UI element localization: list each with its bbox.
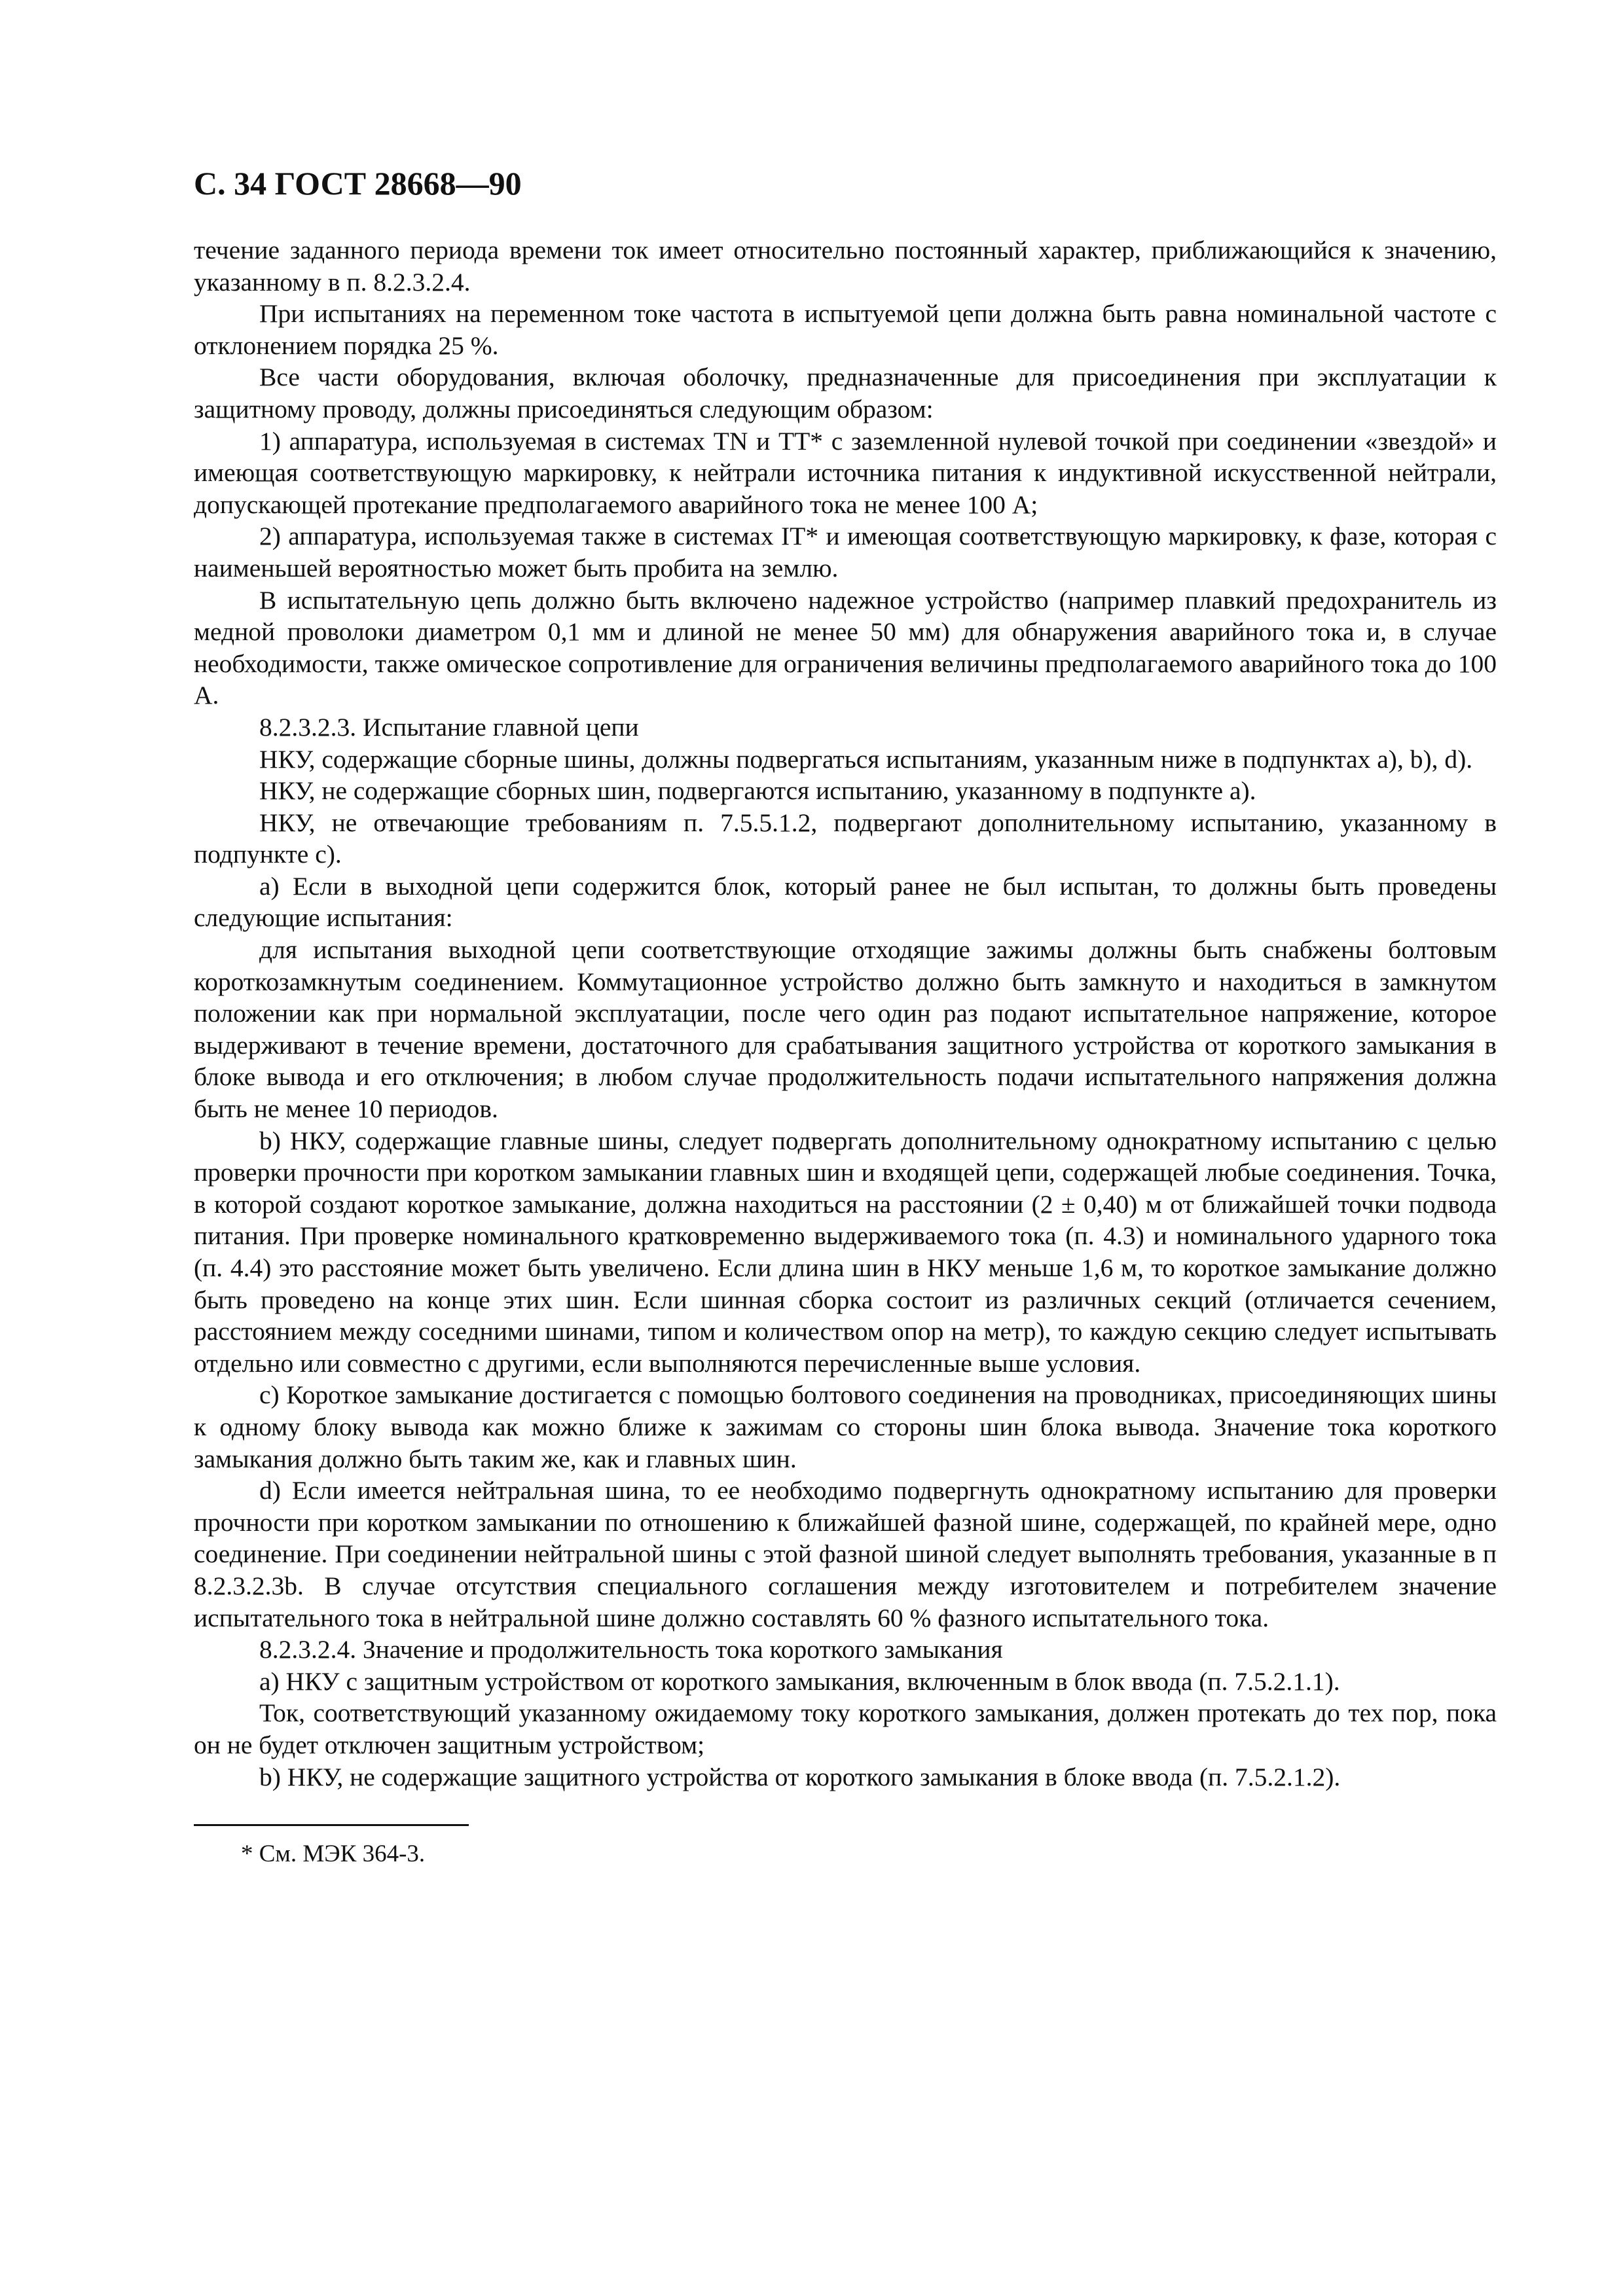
- paragraph: b) НКУ, содержащие главные шины, следует подвергать дополнительному однократному испытанию с целью проверки прочности при коротком замыкании главных шин и входящей цепи, содержащей любые соединения. Точка, в которой создают короткое замыкание, должна находиться на расстоянии (2 ± 0,40) м от ближайшей точки подвода питания. При проверке номинального кратковременно выдерживаемого тока (п. 4.3) и номинального ударного тока (п. 4.4) это расстояние может быть увеличено. Если длина шин в НКУ меньше 1,6 м, то короткое замыкание должно быть проведено на конце этих шин. Если шинная сборка состоит из различных секций (отличается сечением, расстоянием между соседними шинами, типом и количеством опор на метр), то каждую секцию следует испытывать отдельно или совместно с другими, если выполняются перечисленные выше условия.: [194, 1126, 1497, 1378]
- paragraph: 8.2.3.2.3. Испытание главной цепи: [259, 712, 639, 742]
- paragraph: При испытаниях на переменном токе частота в испытуемой цепи должна быть равна номинальной частоте с отклонением порядка 25 %.: [194, 299, 1497, 360]
- paragraph: НКУ, не отвечающие требованиям п. 7.5.5.1.2, подвергают дополнительному испытанию, указанному в подпункте c).: [194, 808, 1497, 869]
- paragraph: В испытательную цепь должно быть включено надежное устройство (например плавкий предохранитель из медной проволоки диаметром 0,1 мм и длиной не менее 50 мм) для обнаружения аварийного тока и, в случае необходимости, также омическое сопротивление для ограничения величины предполагаемого аварийного тока до 100 А.: [194, 585, 1497, 710]
- paragraph: a) Если в выходной цепи содержится блок, который ранее не был испытан, то должны быть проведены следующие испытания:: [194, 871, 1497, 933]
- paragraph: 2) аппаратура, используемая также в системах IT* и имеющая соответствующую маркировку, к фазе, которая с наименьшей вероятностью может быть пробита на землю.: [194, 522, 1497, 583]
- paragraph: течение заданного периода времени ток имеет относительно постоянный характер, приближающийся к значению, указанному в п. 8.2.3.2.4.: [194, 236, 1497, 296]
- paragraph: c) Короткое замыкание достигается с помощью болтового соединения на проводниках, присоединяющих шины к одному блоку вывода как можно ближе к зажимам со стороны шин блока вывода. Значение тока короткого замыкания должно быть таким же, как и главных шин.: [194, 1380, 1497, 1473]
- paragraph: Ток, соответствующий указанному ожидаемому току короткого замыкания, должен протекать до тех пор, пока он не будет отключен защитным устройством;: [194, 1698, 1497, 1759]
- paragraph: для испытания выходной цепи соответствующие отходящие зажимы должны быть снабжены болтовым короткозамкнутым соединением. Коммутационное устройство должно быть замкнуто и находиться в замкнутом положении как при нормальной эксплуатации, после чего один раз подают испытательное напряжение, которое выдерживают в течение времени, достаточного для срабатывания защитного устройства от короткого замыкания в блоке вывода и его отключения; в любом случае продолжительность подачи испытательного напряжения должна быть не менее 10 периодов.: [194, 935, 1497, 1124]
- page-header: С. 34 ГОСТ 28668—90: [194, 165, 522, 202]
- paragraph: 1) аппаратура, используемая в системах TN и TT* с заземленной нулевой точкой при соединении «звездой» и имеющая соответствующую маркировку, к нейтрали источника питания к индуктивной искусственной нейтрали, допускающей протекание предполагаемого аварийного тока не менее 100 А;: [194, 426, 1497, 519]
- body-text: [194, 234, 1497, 1793]
- document-page: [194, 164, 1497, 1869]
- paragraph: Все части оборудования, включая оболочку, предназначенные для присоединения при эксплуатации к защитному проводу, должны присоединяться следующим образом:: [194, 363, 1497, 423]
- paragraph: НКУ, содержащие сборные шины, должны подвергаться испытаниям, указанным ниже в подпунктах a), b), d).: [259, 744, 1473, 774]
- paragraph: d) Если имеется нейтральная шина, то ее необходимо подвергнуть однократному испытанию для проверки прочности при коротком замыкании по отношению к ближайшей фазной шине, содержащей, по крайней мере, одно соединение. При соединении нейтральной шины с этой фазной шиной следует выполнять требования, указанные в п 8.2.3.2.3b. В случае отсутствия специального соглашения между изготовителем и потребителем значение испытательного тока в нейтральной шине должно составлять 60 % фазного испытательного тока.: [194, 1476, 1497, 1632]
- footnote: * См. МЭК 364-3.: [241, 1840, 426, 1868]
- paragraph: 8.2.3.2.4. Значение и продолжительность тока короткого замыкания: [259, 1635, 1003, 1664]
- paragraph: b) НКУ, не содержащие защитного устройства от короткого замыкания в блоке ввода (п. 7.5.2.1.2).: [259, 1762, 1341, 1791]
- paragraph: НКУ, не содержащие сборных шин, подвергаются испытанию, указанному в подпункте a).: [259, 776, 1256, 806]
- footnote-divider: [194, 1824, 469, 1826]
- paragraph: a) НКУ с защитным устройством от короткого замыкания, включенным в блок ввода (п. 7.5.2.1.1).: [259, 1666, 1340, 1696]
